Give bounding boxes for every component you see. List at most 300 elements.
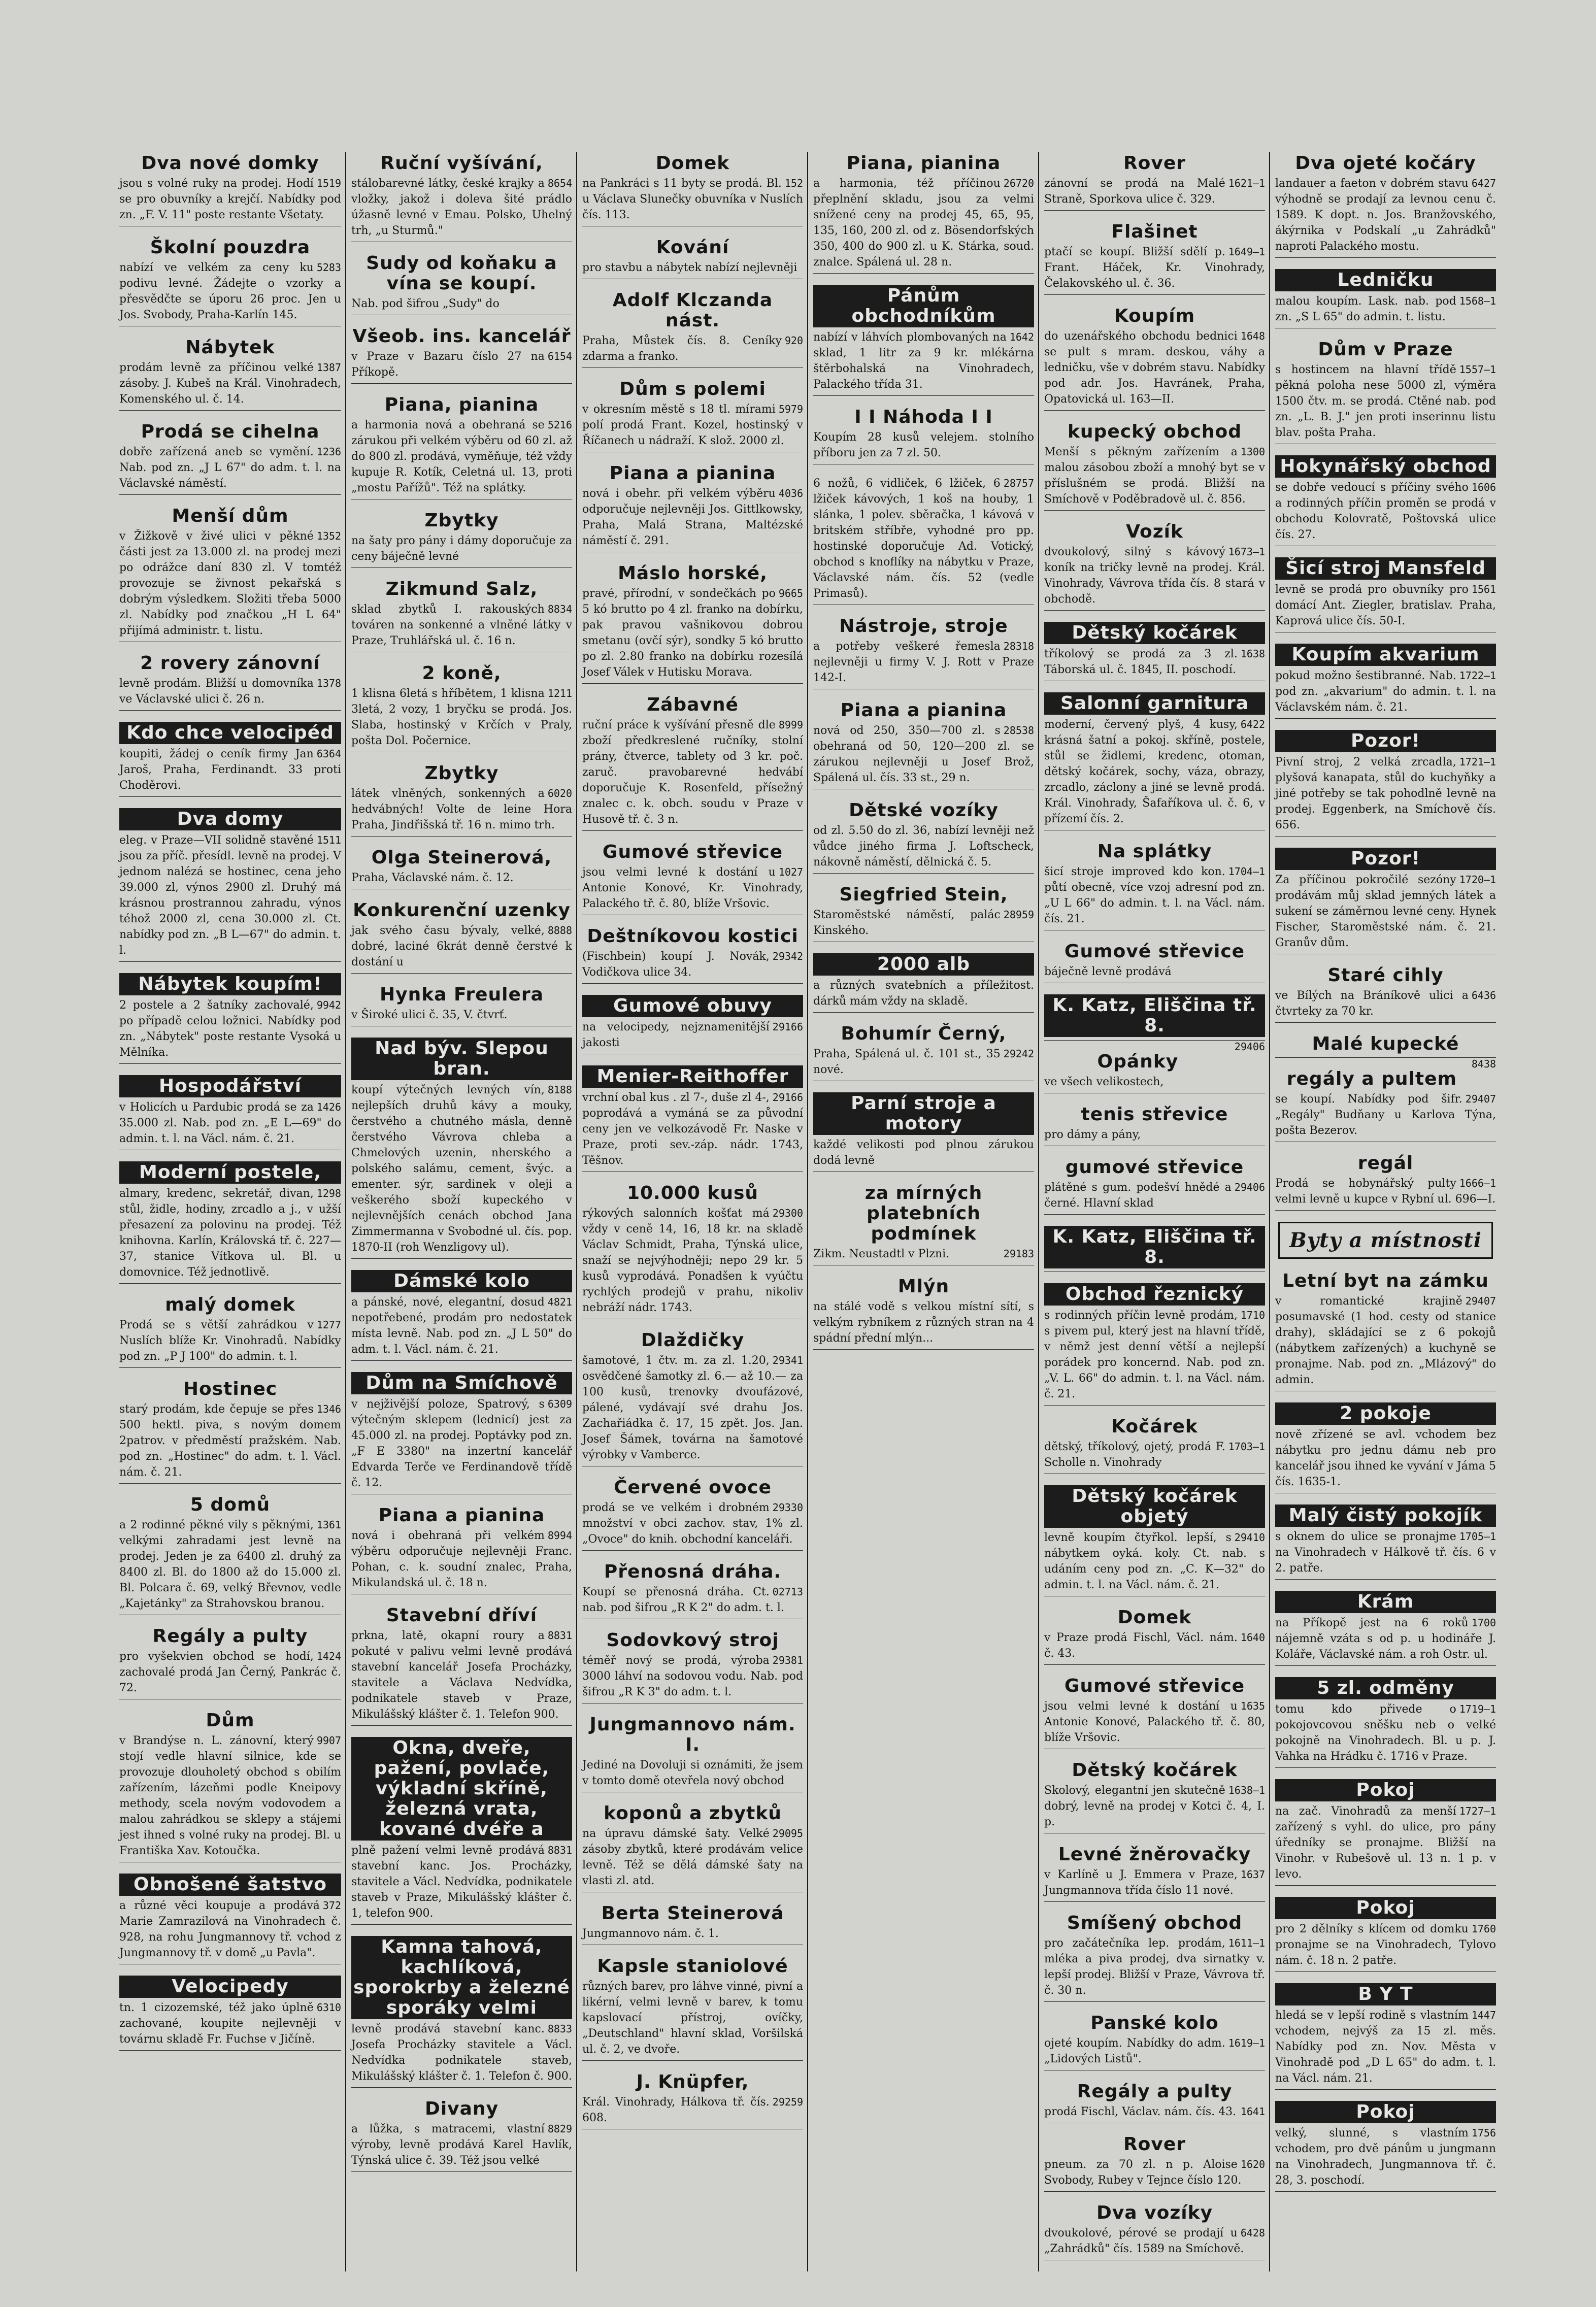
ad-headline: Olga Steinerová, (371, 847, 552, 868)
ad-reference-number: 1640 (1240, 1631, 1265, 1644)
ad-body-text: dvoukolový, silný s kávový koník na tričky levně na prodej. Král. Vinohrady, Vávrova třída čís. 8 stará v obchodě. (1044, 546, 1265, 606)
classified-ad (1275, 153, 1496, 258)
ad-reference-number: 6427 (1471, 177, 1496, 189)
ad-reference-number: 5216 (547, 419, 572, 431)
ad-headline: Dva vozíky (1096, 2202, 1213, 2223)
ad-headline: Krám (1275, 1591, 1496, 1613)
ad-text (1044, 1630, 1265, 1661)
classified-ad (119, 808, 341, 962)
ad-headline: Hynka Freulera (380, 984, 544, 1005)
classified-ad (119, 1711, 341, 1862)
ad-reference-number: 8888 (547, 924, 572, 937)
ad-body-text: Praha, Spálená ul. č. 101 st., 35 nové. (813, 1048, 1001, 1076)
ad-text (813, 176, 1034, 270)
classified-ad (119, 238, 341, 326)
ad-reference-number: 6309 (547, 1398, 572, 1410)
ad-reference-number: 4821 (547, 1296, 572, 1308)
ad-headline: Stavební dříví (386, 1605, 538, 1626)
ad-body-text: s hostincem na hlavní třídě pěkná poloha nese 5000 zl, výměra 1500 čtv. m. se prodá. Ctěné nab. pod zn. „L. B. J." jen proti inserinnu listu blav. pošta Praha. (1275, 363, 1496, 439)
ad-separator (119, 710, 341, 711)
ad-text (119, 360, 341, 407)
ad-text (582, 333, 803, 364)
ad-reference-number: 1727—1 (1459, 1805, 1496, 1817)
classified-ad (119, 1161, 341, 1284)
classifieds-grid (114, 152, 1500, 2255)
ad-headline: Rover (1123, 2134, 1186, 2155)
ad-body-text: Koupí se přenosná dráha. Ct. nab. pod šifrou „R K 2" do adm. t. l. (582, 1586, 784, 1614)
ad-text (351, 1396, 572, 1491)
ad-separator (351, 383, 572, 384)
ad-headline: Velocipedy (119, 1976, 341, 1998)
ad-headline: Divany (424, 2098, 499, 2119)
ad-text (1044, 1439, 1265, 1470)
ad-headline: Gumové obuvy (582, 995, 803, 1017)
ad-separator (813, 1012, 1034, 1013)
ad-text (119, 1517, 341, 1612)
classified-ad (1275, 1153, 1496, 1211)
classified-ad (582, 1956, 803, 2061)
ad-text (1275, 1427, 1496, 1490)
classified-ad (1044, 1052, 1265, 1093)
ad-headline: Dětský kočárek (1072, 1760, 1238, 1781)
ad-body-text: prodá Fischl, Václav. nám. čís. 43. (1044, 2105, 1237, 2118)
ad-body-text: prodá se ve velkém i drobném množství v obci zachov. stav, 1% zl. „Ovoce" do knih. obchodní kanceláři. (582, 1501, 803, 1546)
ad-reference-number: 28318 (1003, 640, 1034, 652)
ad-text (351, 786, 572, 833)
ad-body-text: nově zřízené se avl. vchodem bez nábytku pro jednu dámu neb pro kancelář jsou ihned ke vyvání v Jáma 5 čís. 1635-1. (1275, 1428, 1496, 1488)
ad-text (1275, 1293, 1496, 1388)
classified-ad (1275, 1779, 1496, 1886)
ad-headline: Jungmannovo nám. I. (589, 1714, 796, 1755)
ad-reference-number: 8438 (1471, 1058, 1496, 1070)
ad-body-text: Zikm. Neustadtl v Plzni. (813, 1248, 950, 1260)
ad-text (351, 1294, 572, 1357)
ad-text (813, 1246, 1034, 1262)
ad-headline: Gumové střevice (1064, 941, 1245, 962)
ad-text (119, 997, 341, 1060)
classified-ad (813, 407, 1034, 464)
classified-ad (1044, 1226, 1265, 1272)
classified-ad (582, 1903, 803, 1945)
ad-text (1275, 872, 1496, 951)
ad-reference-number: 29410 (1234, 1531, 1265, 1544)
ad-headline: Zbytky (424, 510, 499, 531)
ad-separator (1275, 1210, 1496, 1211)
ad-body-text: sklad zbytků I. rakouských továren na sonkenné a vlněné látky v Praze, Truhlářská ul. č. 16 n. (351, 603, 572, 647)
ad-text (582, 1584, 803, 1616)
classified-ad (1044, 622, 1265, 681)
ad-reference-number: 29407 (1465, 1295, 1496, 1307)
classified-ad (1275, 269, 1496, 328)
ad-reference-number: 8831 (547, 1629, 572, 1642)
ad-body-text: levně koupím čtyřkol. lepší, s nábytkem oyká. koly. Ct. nab. s udáním ceny pod zn. „C. K—32" do admin. t. l. na Václ. nám. č. 21. (1044, 1531, 1265, 1591)
ad-headline: Dětský kočárek (1044, 622, 1265, 644)
classified-ad (119, 338, 341, 411)
ad-separator (813, 1349, 1034, 1350)
classified-ad (582, 995, 803, 1054)
classified-ad (813, 285, 1034, 396)
ad-text (1275, 1529, 1496, 1576)
classified-ad (119, 1976, 341, 2051)
ad-reference-number: 28959 (1003, 909, 1034, 921)
ad-reference-number: 8829 (547, 2123, 572, 2135)
ad-headline: Hospodářství (119, 1075, 341, 1097)
classified-ad (813, 1183, 1034, 1265)
classified-ad (1044, 1845, 1265, 1902)
ad-separator (813, 273, 1034, 274)
classified-ad (1044, 2013, 1265, 2070)
ad-headline: koponů a zbytků (604, 1803, 782, 1824)
ad-body-text: nabízí v láhvích plombovaných na sklad, 1 litr za 9 kr. mlékárna štěrbohalská na Vinohradech, Palackého třída 31. (813, 331, 1034, 391)
ad-body-text: báječně levně prodává (1044, 965, 1172, 978)
ad-separator (1044, 1901, 1265, 1902)
ad-body-text: 1 klisna 6letá s hříbětem, 1 klisna 3letá, 2 vozy, 1 bryčku se prodá. Jos. Slaba, hostinský v Krčích v Praly, pošta Dol. Počernice. (351, 687, 572, 747)
ad-body-text: Prodá se hobynářský pulty velmi levně u kupce v Rybní ul. 696—I. (1275, 1177, 1496, 1206)
ad-reference-number: 9665 (778, 587, 803, 599)
classified-ad (1044, 1608, 1265, 1665)
ad-separator (119, 410, 341, 411)
ad-text (119, 260, 341, 323)
ad-text (582, 1500, 803, 1547)
ad-separator (582, 983, 803, 984)
ad-headline: Šicí stroj Mansfeld (1275, 557, 1496, 580)
ad-text (1275, 480, 1496, 543)
ad-text (1044, 1698, 1265, 1746)
ad-text (351, 1528, 572, 1591)
ad-reference-number: 1519 (316, 177, 341, 189)
classified-ad (351, 1606, 572, 1726)
ad-headline: Letní byt na zámku (1282, 1270, 1489, 1291)
classified-ad (1044, 2203, 1265, 2260)
ad-body-text: starý prodám, kde čepuje se přes 500 hektl. piva, s novým domem 2patrov. v předměstí pražském. Nab. pod zn. „Hostinec" do adm. t. l. Václ. nám. č. 21. (119, 1403, 341, 1479)
ad-body-text: a 2 rodinné pěkné vily s pěknými, velkými zahradami jest levně na prodej. Jeden je za 6400 zl. druhý za 8400 zl. Bl. do 1800 až do 15.000 zl. Bl. Polcara č. 69, velký Břevnov, vedle „Kajetánky" za Strahovskou branou. (119, 1519, 341, 1610)
ad-body-text: v Karlíně u J. Emmera v Praze, Jungmannova třída číslo 11 nové. (1044, 1868, 1238, 1897)
ad-separator (582, 830, 803, 831)
ad-reference-number: 1642 (1009, 331, 1034, 343)
classified-ad (582, 1630, 803, 1703)
ad-separator (1275, 257, 1496, 258)
ad-body-text: nová od 250, 350—700 zl. s obehraná od 50, 120—200 zl. se zárukou nejlevněji u Josef Brož, Spálená ul. čís. 33 st., 29 n. (813, 724, 1034, 784)
ad-reference-number: 1557—1 (1459, 363, 1496, 376)
ad-body-text: ojeté koupím. Nabídky do adm. „Lidových Listů". (1044, 2037, 1225, 2065)
ad-body-text: pokud možno šestibranné. Nab. pod zn. „akvarium" do admin. t. l. na Václavském nám. č. 21. (1275, 670, 1496, 714)
ad-headline: Přenosná dráha. (604, 1561, 782, 1582)
ad-separator (1275, 836, 1496, 837)
classified-ad (582, 1803, 803, 1892)
ad-body-text: na Příkopě jest na 6 roků nájemně vzáta s od p. u hodináře J. Koláře, Václavské nám. a roh Ostr. ul. (1275, 1617, 1496, 1661)
classified-ad (119, 506, 341, 642)
classified-ad (1044, 2134, 1265, 2192)
ad-body-text: Za příčinou pokročilé sezóny prodávám můj sklad jemných látek a sukení se záměrnou levné ceny. Hynek Fischer, Staroměstské nám. č. 21. Granův dům. (1275, 874, 1496, 949)
ad-reference-number: 920 (784, 335, 803, 347)
ad-body-text: na šaty pro pány i dámy doporučuje za ceny báječně levné (351, 534, 572, 563)
ad-body-text: nová i obehraná při velkém výběru odporučuje nejlevněji Franc. Pohan, c. k. soudní znalec, Praha, Mikulandská ul. č. 18 n. (351, 1529, 572, 1589)
classified-ad (351, 1372, 572, 1494)
classified-ad (582, 238, 803, 279)
ad-reference-number: 6364 (316, 748, 341, 760)
ad-body-text: s rodinných příčin levně prodám, s pivem pul, který jest na hlavní třídě, v němž jest denní větší a nejlepší porádek pro koncernd. Nab. pod zn. „V. L. 66" do admin. t. l. na Václ. nám. č. 21. (1044, 1309, 1265, 1400)
ad-text (119, 1898, 341, 1961)
classified-ad (582, 153, 803, 226)
classified-ad (582, 1478, 803, 1551)
ad-headline: Okna, dveře, pažení, povlače, výkladní skříně, železná vrata, kované dvéře a (351, 1737, 572, 1841)
ad-text (582, 1979, 803, 2057)
ad-headline: Dětský kočárek objetý (1044, 1485, 1265, 1528)
ad-reference-number: 1719—1 (1459, 1703, 1496, 1715)
classified-ad (813, 800, 1034, 874)
ad-body-text: dětský, tříkolový, ojetý, prodá F. Scholle n. Vinohrady (1044, 1441, 1225, 1469)
ad-headline: Všeob. ins. kancelář (352, 326, 571, 347)
ad-text (351, 296, 572, 312)
ad-reference-number: 1638—1 (1228, 1784, 1265, 1796)
ad-separator (351, 1924, 572, 1925)
classified-ad (1275, 2101, 1496, 2192)
ad-headline: Na splátky (1097, 841, 1212, 862)
ad-reference-number: 1352 (316, 530, 341, 542)
ad-headline: kupecký obchod (1067, 421, 1242, 442)
ad-reference-number: 29300 (772, 1207, 803, 1219)
classified-ad (119, 1295, 341, 1368)
ad-reference-number: 1027 (778, 866, 803, 878)
ad-headline: Piana, pianina (384, 394, 539, 415)
ad-reference-number: 8834 (547, 603, 572, 615)
ad-separator (1044, 1214, 1265, 1215)
ad-text (1044, 1783, 1265, 1830)
classified-ad (1275, 1402, 1496, 1493)
ad-body-text: dobře zařízená aneb se vymění. Nab. pod zn. „J L 67" do adm. t. l. na Václavské náměstí. (119, 446, 341, 490)
ad-text (813, 329, 1034, 392)
ad-headline: Kdo chce velocipéd (119, 722, 341, 744)
classified-ad (1044, 306, 1265, 411)
ad-body-text: pro začátečníka lep. prodám, mléka a piva prodej, dva sirnatky v. lepší prodej. Bližší v Praze, Vávrova tř. č. 30 n. (1044, 1937, 1265, 1997)
ad-reference-number: 28757 (1003, 477, 1034, 489)
ad-headline: Nad býv. Slepou bran. (351, 1038, 572, 1080)
ad-reference-number: 1721—1 (1459, 756, 1496, 768)
ad-text (119, 1649, 341, 1696)
ad-reference-number: 29242 (1003, 1048, 1034, 1060)
ad-body-text: (Fischbein) koupí J. Novák, Vodičkova ulice 34. (582, 950, 770, 979)
ad-reference-number: 29381 (772, 1654, 803, 1666)
classified-ad (582, 1562, 803, 1619)
ad-text (582, 402, 803, 449)
ad-headline: Dům s polemi (619, 379, 766, 399)
column-6 (1269, 152, 1500, 2271)
ad-headline: Panské kolo (1090, 2013, 1219, 2033)
ad-text (813, 1046, 1034, 1078)
ad-separator (351, 2171, 572, 2172)
ad-headline: Koupím (1114, 306, 1195, 326)
ad-separator (582, 1550, 803, 1551)
ad-text (1275, 1701, 1496, 1764)
classified-ad (351, 1506, 572, 1594)
classified-ad (813, 476, 1034, 605)
ad-text (1044, 2035, 1265, 2067)
ad-text (813, 639, 1034, 686)
ad-headline: Kamna tahová, kachlíková, sporokrby a železné sporáky velmi (351, 1936, 572, 2019)
ad-text (1044, 328, 1265, 407)
ad-headline: Menší dům (172, 506, 289, 526)
ad-reference-number: 29406 (1234, 1041, 1265, 1053)
ad-separator (351, 1258, 572, 1259)
ad-headline: Hokynářský obchod (1275, 455, 1496, 478)
classified-ad (351, 1270, 572, 1361)
ad-body-text: téměř nový se prodá, výroba 3000 láhví na sodovou vodu. Nab. pod šifrou „R K 3" do adm. t. l. (582, 1654, 803, 1698)
ad-text (351, 601, 572, 649)
ad-headline: 2 koně, (422, 663, 502, 684)
ad-text (351, 686, 572, 749)
classified-ad (1044, 1105, 1265, 1146)
ad-headline: Domek (655, 153, 730, 174)
ad-text (1044, 1867, 1265, 1898)
ad-reference-number: 6154 (547, 350, 572, 362)
ad-body-text: v Holicích u Pardubic prodá se za 35.000 zl. Nab. pod zn. „E L—69" do admin. t. l. na Václ. nám. č. 21. (119, 1101, 341, 1145)
ad-text (351, 1843, 572, 1921)
ad-text (351, 349, 572, 380)
classified-ad (351, 1737, 572, 1925)
classified-ad (1044, 522, 1265, 611)
ad-body-text: tn. 1 cizozemské, též jako úplně zachované, koupite nejlevněji v továrnu skladě Fr. Fuchse v Jičíně. (119, 2001, 341, 2046)
classified-ad (119, 1626, 341, 1699)
ad-headline: Pozor! (1275, 730, 1496, 752)
ad-headline: Pokoj (1275, 1779, 1496, 1801)
ad-body-text: hledá se v lepší rodině s vlastním vchodem, nejvýš za 15 zl. měs. Nabídky pod zn. Nov. Města v Vinohradě pod „D L 65" do adm. t. l. na Václ. nám. 21. (1275, 2009, 1496, 2085)
ad-text (1044, 1530, 1265, 1593)
ad-body-text: eleg. v Praze—VII solidně stavěné jsou za příč. přesídl. levně na prodej. V jednom nalézá se hostinec, cena jeho 39.000 zl, výnos 2900 zl. Druhý má krásnou prostrannou zahradu, výnos téhož 2000 zl, cena 30.000 zl. Ct. nabídky pod zn. „B L—67" do admin. t. l. (119, 834, 341, 957)
classified-ad (351, 848, 572, 889)
ad-headline: Rover (1123, 153, 1186, 174)
ad-text (582, 1090, 803, 1168)
ad-text (1044, 2157, 1265, 2188)
classified-ad (1044, 222, 1265, 295)
ad-text (1044, 2225, 1265, 2257)
ad-reference-number: 1426 (316, 1101, 341, 1113)
ad-headline: Dva nové domky (141, 153, 319, 174)
ad-text (1275, 754, 1496, 833)
ad-headline: Deštníkovou kostici (587, 926, 799, 947)
ad-reference-number: 1756 (1471, 2127, 1496, 2139)
classified-ad (1044, 1417, 1265, 1474)
ad-headline: Malé kupecké (1312, 1033, 1459, 1054)
ad-reference-number: 1211 (547, 687, 572, 699)
ad-body-text: v romantické krajině posumavské (1 hod. cesty od stanice drahy), skládající se z 6 pokojů (nábytkem zařízených) a kuchyně se pronajme. Nab. pod zn. „Mlázový" do admin. (1275, 1295, 1496, 1386)
column-1 (114, 152, 345, 2271)
ad-reference-number: 1561 (1471, 583, 1496, 595)
column-2 (345, 152, 576, 2271)
ad-text (351, 417, 572, 496)
ad-reference-number: 1635 (1240, 1700, 1265, 1712)
ad-headline: Piana, pianina (846, 153, 1001, 174)
classified-ad (351, 326, 572, 384)
ad-reference-number: 1387 (316, 361, 341, 374)
ad-headline: Dámské kolo (351, 1270, 572, 1292)
ad-body-text: moderní, červený plyš, 4 kusy, krásná šatní a pokoj. skříně, postele, stůl se židlemi, kredenc, otoman, dětský kočárek, sochy, váza, obrazy, zrcadlo, záclony a jiné se levně prodá. Král. Vinohrady, Šafaříkova ul. č. 6, v přízemí čís. 2. (1044, 718, 1265, 825)
classified-ad (351, 153, 572, 242)
ad-text (813, 1137, 1034, 1168)
ad-body-text: Nab. pod šifrou „Sudy" do (351, 297, 500, 310)
ad-reference-number: 9907 (316, 1734, 341, 1747)
ad-separator (119, 1063, 341, 1064)
ad-headline: Malý čistý pokojík (1275, 1504, 1496, 1527)
ad-headline: Flašinet (1111, 221, 1198, 242)
classified-ad (582, 463, 803, 552)
classified-ad (1044, 994, 1265, 1053)
ad-reference-number: 1637 (1240, 1868, 1265, 1881)
ad-body-text: v Žižkově v živé ulici v pěkné části jest za 13.000 zl. na prodej mezi po odrážce daní 830 zl. V tomtéž provozuje se živnost pekařská s dobrým výsledkem. Složiti třeba 5000 zl. Nabídky pod značkou „H L 64" přijímá administr. t. listu. (119, 530, 341, 637)
ad-headline: Máslo horské, (618, 563, 768, 584)
ad-headline: Adolf Klczanda nást. (612, 290, 773, 331)
ad-separator (351, 1360, 572, 1361)
section-banner: Byty a místnosti (1278, 1222, 1493, 1259)
classified-ad (1275, 1504, 1496, 1580)
ad-reference-number: 29183 (1003, 1248, 1034, 1260)
ad-separator (119, 1283, 341, 1284)
ad-headline: Gumové střevice (602, 842, 783, 862)
classified-ad (1044, 422, 1265, 511)
ad-headline: Pokoj (1275, 2101, 1496, 2123)
ad-headline: Dětské vozíky (849, 800, 999, 821)
ad-headline: Červené ovoce (614, 1477, 772, 1498)
ad-headline: regál (1357, 1153, 1414, 1174)
ad-reference-number: 1511 (316, 834, 341, 846)
ad-text (351, 923, 572, 970)
classified-ad (119, 422, 341, 495)
ad-body-text: prkna, latě, okapní roury a pokuté v palivu velmi levně prodává stavební kancelář Josefa Procházky, stavitele a Václava Nedvídka, podnikatele staveb v Praze, Mikulášský klášter č. 1. Telefon 900. (351, 1629, 572, 1721)
ad-headline: Zbytky (424, 763, 499, 784)
ad-reference-number: 9942 (316, 999, 341, 1011)
ad-body-text: malou koupím. Lask. nab. pod zn. „S L 65" do admin. t. listu. (1275, 295, 1456, 323)
ad-body-text: tříkolový se prodá za 3 zl. Táborská ul. č. 1845, II. poschodí. (1044, 648, 1238, 676)
ad-reference-number: 26720 (1003, 177, 1034, 189)
ad-headline: Regály a pulty (1077, 2081, 1233, 2102)
ad-reference-number: 1621—1 (1228, 177, 1265, 189)
ad-text (1275, 1091, 1496, 1139)
ad-body-text: se koupí. Nabídky pod šifr. „Regály" Budňany u Karlova Týna, pošta Bezerov. (1275, 1093, 1496, 1137)
ad-body-text: levně prodám. Bližší u domovníka ve Václavské ulici č. 26 n. (119, 677, 314, 706)
ad-body-text: látek vlněných, sonkenných a hedvábných! Volte de leine Hora Praha, Jindřišská tř. 16 n. mimo trh. (351, 787, 572, 831)
ad-headline: Opánky (1097, 1051, 1179, 1072)
ad-body-text: Prodá se s větší zahrádkou v Nuslích blíže Kr. Vinohradů. Nabídky pod zn. „P J 100" do admin. t. l. (119, 1319, 341, 1363)
ad-headline: Berta Steinerová (601, 1903, 784, 1924)
ad-separator (119, 1367, 341, 1368)
ad-body-text: Praha, Václavské nám. č. 12. (351, 872, 514, 884)
ad-headline: Kapsle staniolové (597, 1956, 788, 1977)
ad-reference-number: 1700 (1471, 1617, 1496, 1629)
ad-text (119, 1733, 341, 1859)
ad-separator (813, 873, 1034, 874)
ad-body-text: na zač. Vinohradů za menší zařízený s vyhl. do ulice, pro pány úředníky se pronajme. Bližší na Vinohr. v Rubešově ul. 13 n. 1 p. v levo. (1275, 1805, 1496, 1881)
ad-text (582, 1206, 803, 1316)
ad-text (813, 429, 1034, 461)
ad-body-text: 6 nožů, 6 vidliček, 6 lžiček, 6 lžiček kávových, 1 koš na houby, 1 slánka, 1 polev. sběračka, 1 kávová v britském stříbře, vyhodné pro pp. hostinské doporučuje Ad. Votický, obchod s knoflíky na nábytku v Praze, Václavské nám. čís. 52 (vedle Primasů). (813, 477, 1034, 600)
ad-reference-number: 8994 (547, 1529, 572, 1542)
ad-text (813, 476, 1034, 601)
ad-reference-number: 1673—1 (1228, 546, 1265, 558)
ad-text (582, 586, 803, 680)
ad-body-text: jsou s volné ruky na prodej. Hodí se pro obuvníky a krejčí. Nabídky pod zn. „F. V. 11" poste restante Všetaty. (119, 177, 341, 221)
ad-headline: Školní pouzdra (150, 237, 311, 258)
ad-headline: Piana a pianina (378, 1505, 545, 1526)
ad-body-text: landauer a faeton v dobrém stavu výhodně se prodají za levnou cenu č. 1589. K dopt. n. Jos. Branžovského, ákýrnika v Podskalí „u Zahrádků" naproti Palackého mostu. (1275, 177, 1496, 253)
ad-text (1044, 1074, 1265, 1090)
ad-text (582, 260, 803, 276)
classified-ad (351, 395, 572, 499)
ad-body-text: různých barev, pro láhve vinné, pivní a likérní, velmi levně v barev, k tomu kapslovací přístroj, ovíčky, „Deutschland" hlavní sklad, Voršilská ul. č. 2, ve dvoře. (582, 1980, 803, 2056)
classified-ad (119, 1495, 341, 1615)
ad-text (1044, 1127, 1265, 1143)
ad-body-text: ve Bílých na Bráníkově ulici a čtvrteky za 70 kr. (1275, 989, 1469, 1018)
ad-headline: Dům (206, 1710, 255, 1731)
ad-headline: 10.000 kusů (626, 1183, 759, 1203)
